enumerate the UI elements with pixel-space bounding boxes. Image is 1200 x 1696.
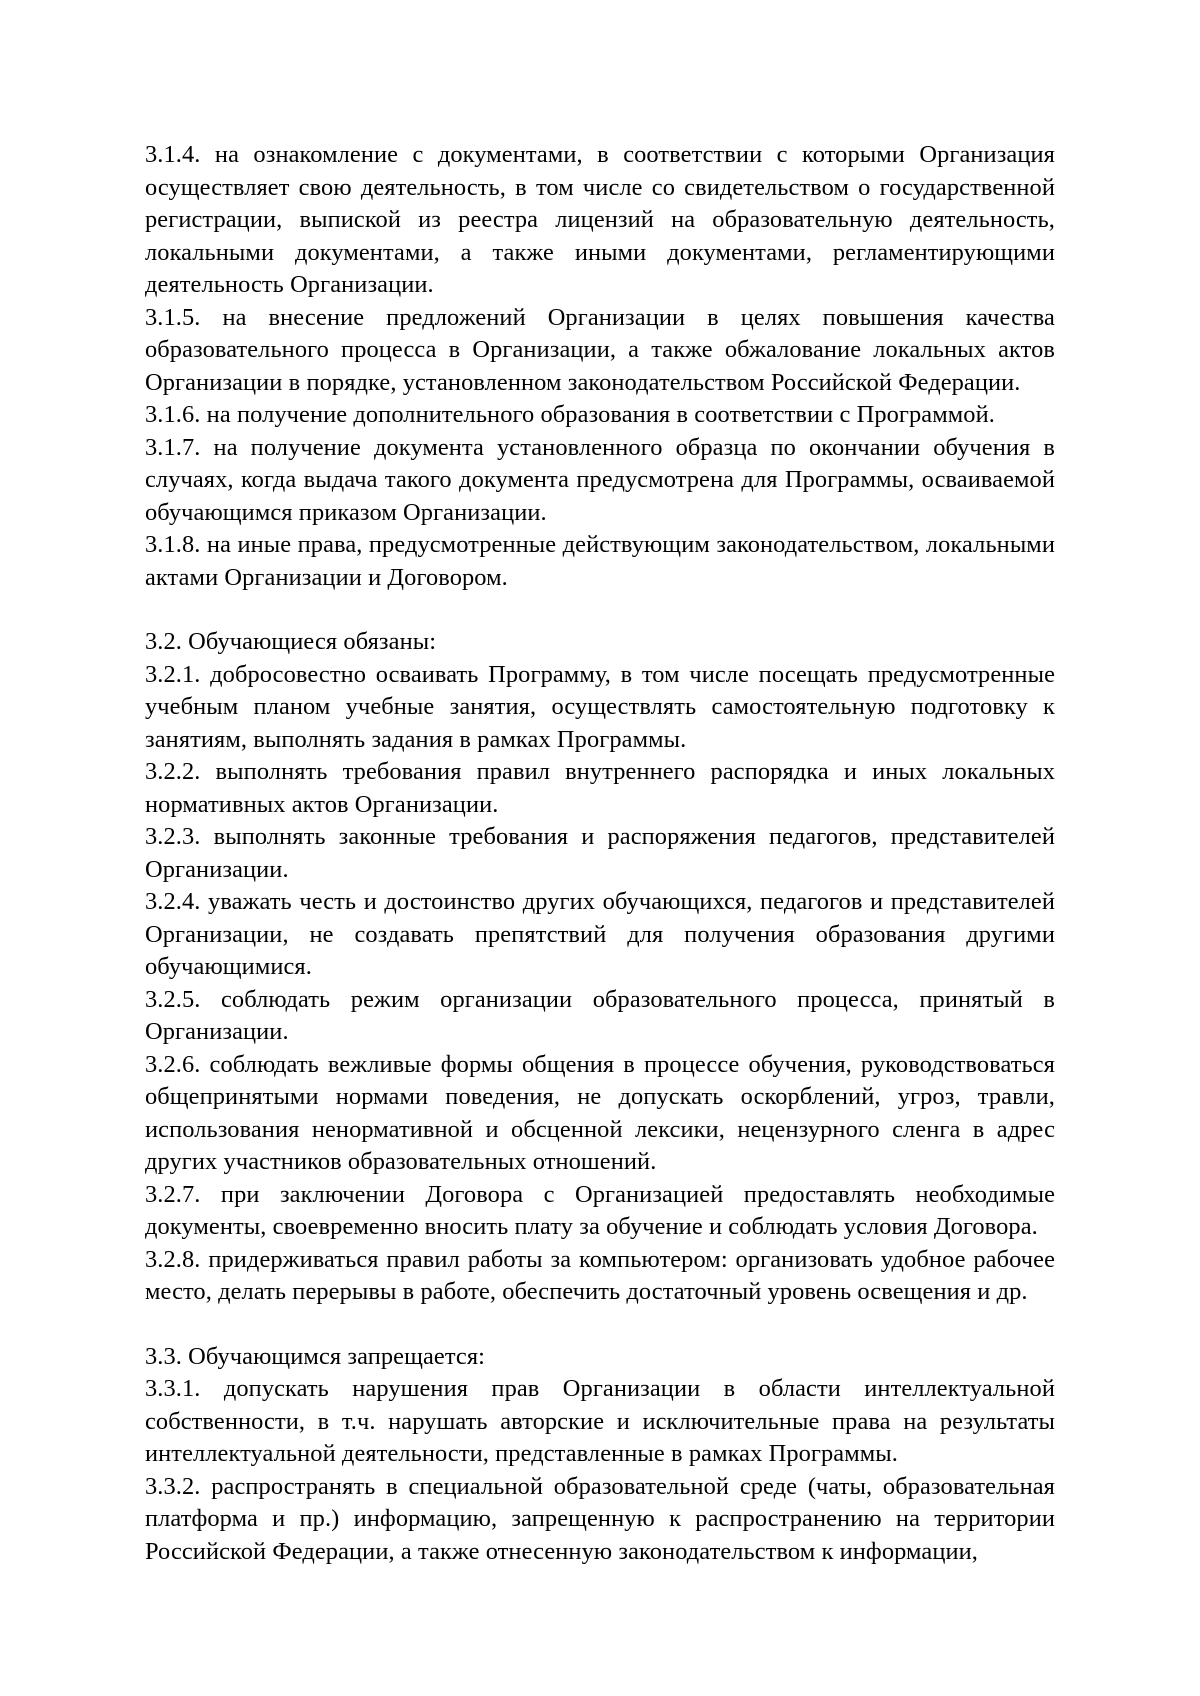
paragraph-3-2-7: 3.2.7. при заключении Договора с Организацией предоставлять необходимые документы, своевременно вносить плату за обучение и соблюдать условия Договора. <box>145 1180 1055 1240</box>
paragraph-3-2-4: 3.2.4. уважать честь и достоинство других обучающихся, педагогов и представителей Организации, не создавать препятствий для получения образования другими обучающимися. <box>145 888 1055 980</box>
paragraph-3-3-2: 3.3.2. распространять в специальной образовательной среде (чаты, образовательная платформа и пр.) информацию, запрещенную к распространению на территории Российской Федерации, а также отнесенную законодательством к информации, <box>145 1472 1055 1565</box>
paragraph-3-2-8: 3.2.8. придерживаться правил работы за компьютером: организовать удобное рабочее место, делать перерывы в работе, обеспечить достаточный уровень освещения и др. <box>145 1245 1055 1305</box>
paragraph-3-2-5: 3.2.5. соблюдать режим организации образовательного процесса, принятый в Организации. <box>145 985 1055 1045</box>
paragraph-3-2-2: 3.2.2. выполнять требования правил внутреннего распорядка и иных локальных нормативных актов Организации. <box>145 758 1055 818</box>
paragraph-3-1-8: 3.1.8. на иные права, предусмотренные действующим законодательством, локальными актами Организации и Договором. <box>145 531 1055 591</box>
section-heading-3-3: 3.3. Обучающимся запрещается: <box>145 1342 486 1370</box>
paragraph-3-2-3: 3.2.3. выполнять законные требования и распоряжения педагогов, представителей Организации. <box>145 823 1055 883</box>
paragraph-3-2-1: 3.2.1. добросовестно осваивать Программу, в том числе посещать предусмотренные учебным планом учебные занятия, осуществлять самостоятельную подготовку к занятиям, выполнять задания в рамках Программы. <box>145 660 1055 753</box>
section-heading-3-2: 3.2. Обучающиеся обязаны: <box>145 628 437 655</box>
document-text-block <box>145 139 1055 1568</box>
paragraph-3-3-1: 3.3.1. допускать нарушения прав Организации в области интеллектуальной собственности, в т.ч. нарушать авторские и исключительные права на результаты интеллектуальной деятельности, представленные в рамках Программы. <box>145 1375 1055 1467</box>
paragraph-3-2-6: 3.2.6. соблюдать вежливые формы общения в процессе обучения, руководствоваться общепринятыми нормами поведения, не допускать оскорблений, угроз, травли, использования ненормативной и обсценной лексики, нецензурного сленга в адрес других участников образовательных отношений. <box>145 1050 1055 1175</box>
paragraph-3-1-6: 3.1.6. на получение дополнительного образования в соответствии с Программой. <box>145 401 995 428</box>
paragraph-3-1-4: 3.1.4. на ознакомление с документами, в соответствии с которыми Организация осуществляет свою деятельность, в том числе со свидетельством о государственной регистрации, выпиской из реестра лицензий на образовательную деятельность, локальными документами, а также иными документами, регламентирующими деятельность Организации. <box>145 141 1055 298</box>
paragraph-3-1-5: 3.1.5. на внесение предложений Организации в целях повышения качества образовательного процесса в Организации, а также обжалование локальных актов Организации в порядке, установленном законодательством Российской Федерации. <box>145 303 1055 396</box>
paragraph-3-1-7: 3.1.7. на получение документа установленного образца по окончании обучения в случаях, когда выдача такого документа предусмотрена для Программы, осваиваемой обучающимся приказом Организации. <box>145 433 1055 526</box>
